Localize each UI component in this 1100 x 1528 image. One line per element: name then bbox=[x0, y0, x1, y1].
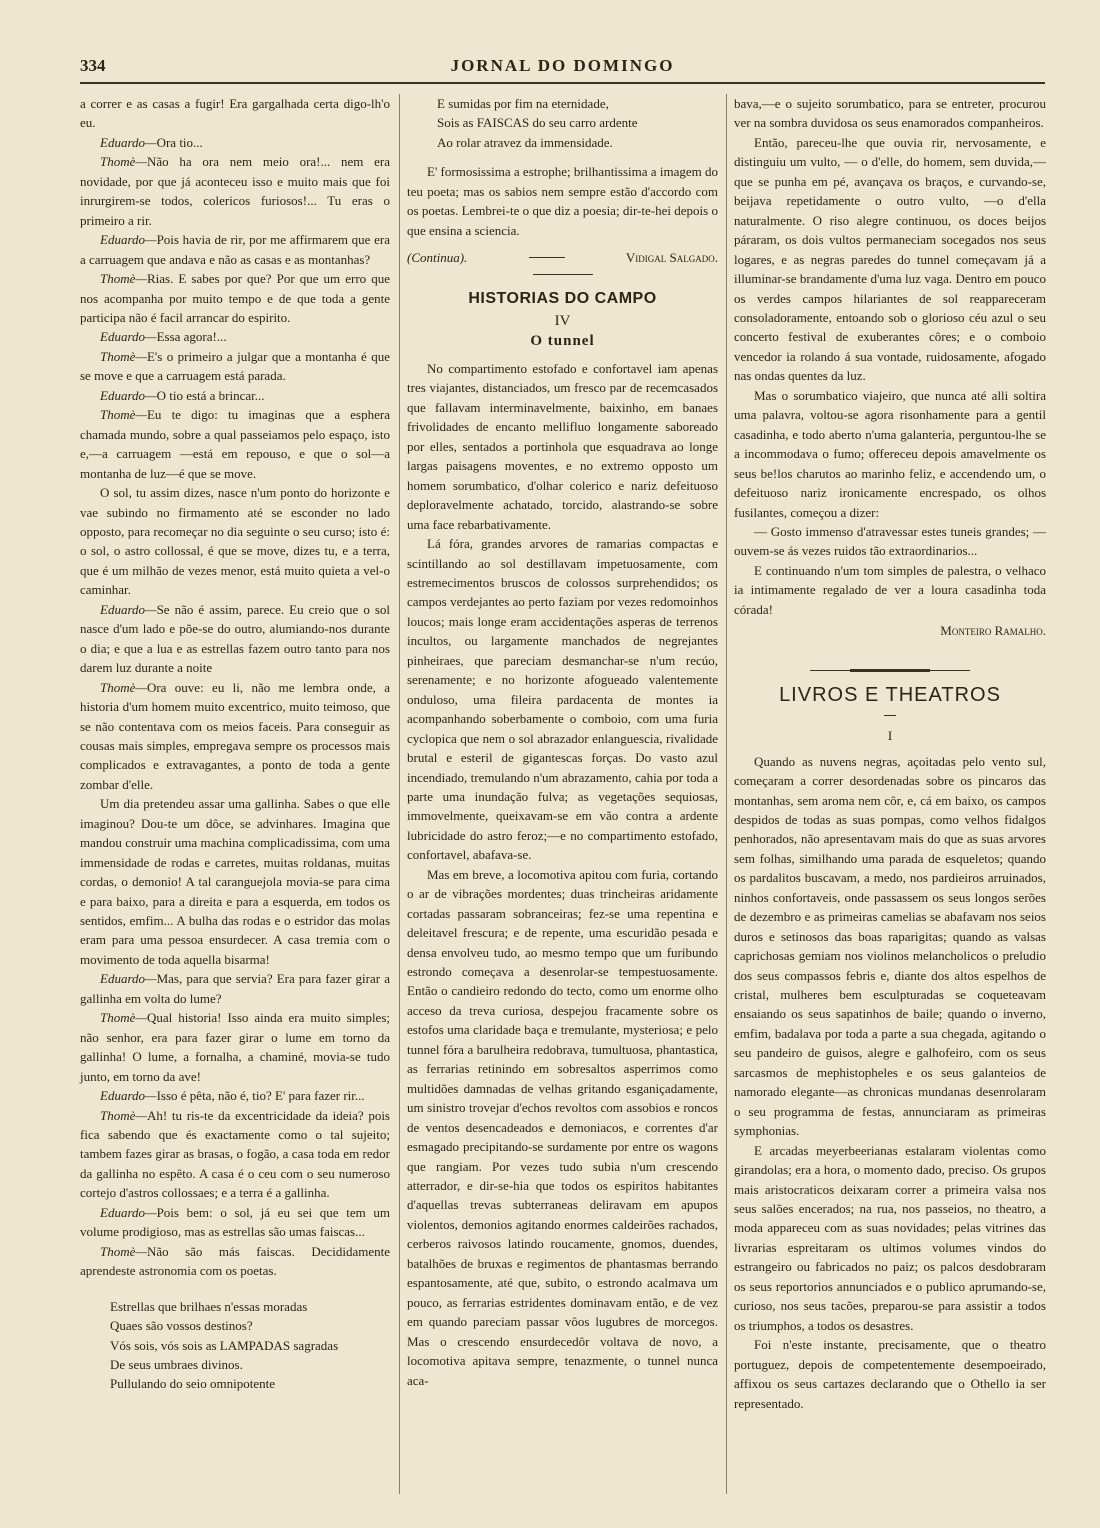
dialogue-text: E's o primeiro a julgar que a montanha é que se move e que a carruagem está parada. bbox=[80, 348, 390, 384]
dialogue-text: Rias. E sabes por que? Por que um erro que nos acompanha por muito tempo e de que toda a gente participa não é facil arrancar do espirito. bbox=[80, 271, 390, 325]
paragraph: E continuando n'um tom simples de palestra, o velhaco ia intimamente regalado de ver a loura casadinha toda córada! bbox=[734, 562, 1046, 617]
dialogue-text: Se não é assim, parece. Eu creio que o sol nasce d'um lado e põe-se do outro, alumiando-nos durante o dia; e que a lua e as estrellas fazem outro tanto para nos darem luz durante a noite bbox=[80, 601, 390, 676]
speaker: Thomè— bbox=[100, 271, 147, 287]
continua-note: (Continua). bbox=[407, 250, 468, 266]
speaker: Eduardo— bbox=[100, 232, 157, 248]
speaker: Eduardo— bbox=[100, 971, 157, 987]
poem-line: Ao rolar atravez da immensidade. bbox=[437, 134, 613, 150]
section-number: IV bbox=[554, 313, 571, 330]
dialogue-text: Ora ouve: eu li, não me lembra onde, a historia d'um homem muito excentrico, muito teimoso, que se não contentava com os meios faceis. Para conseguir as cousas mais simples, empregava sempre os processos mais complicados e extravagantes, a ponto de toda a gente zombar d'elle. bbox=[80, 679, 390, 792]
paragraph: bava,—e o sujeito sorumbatico, para se entreter, procurou ver na sombra duvidosa os seus enamorados companheiros. bbox=[734, 96, 1046, 131]
poem-stanza bbox=[407, 94, 718, 152]
paragraph: Então, pareceu-lhe que ouvia rir, nervosamente, e distinguiu um vulto, — o d'elle, do homem, sem duvida,—que se punha em pé, avançava os braços, e curvando-se, beijava repetidamente o outro vulto, —o d'ella naturalmente. O riso alegre continuou, os doces beijos páraram, os dois vultos permaneciam socegados nos seus logares, e as negras paredes do tunnel começavam já a illuminar-se brandamente d'uma luz vaga. Dentro em pouco os verdes campos hilariantes de sol reappareceram consoladoramente, entoando sob o glorioso céu azul o seu concerto festival de exuberantes côres; e o comboio vencedor ia rolando á sua vontade, ruidosamente, afogado nas ondas quentes da luz. bbox=[734, 134, 1046, 384]
speaker: Thomè— bbox=[100, 348, 147, 364]
poem-line: Quaes são vossos destinos? bbox=[110, 1318, 253, 1334]
speaker: Eduardo— bbox=[100, 1088, 157, 1104]
paragraph: Lá fóra, grandes arvores de ramarias compactas e scintillando ao sol destillavam impetuosamente, com estremecimentos bruscos de colossos surprehendidos; os campos verdejantes ao perto faziam por vezes redomoinhos loucos; mais longe eram accidentações asperas de terrenos incultos, ou largamente manchados de negrejantes pinheiraes, que pareciam desmanchar-se n'um recúo, serenamente; e no horizonte afogueado valentemente onduloso, uma fileira pardacenta de montes ia acompanhando soberbamente o comboio, com uma furia cyclopica que nem o sol abrazador enlanguescia, rivalidade brutal e esteril de gigantescas forças. Do vasto azul incendiado, tremulando n'um abrazamento, cahia por toda a parte uma inundação fulva; as vegetações sequiosas, immovelmente, queixavam-se em vão contra a ardente lubricidade do astro feroz;—e no compartimento estofado, confortavel, abafava-se. bbox=[407, 536, 718, 863]
speaker: Thomè— bbox=[100, 1010, 147, 1026]
dialogue-text: Não ha ora nem meio ora!... nem era novidade, por que já aconteceu isso e muito mais que foi inrurgirem-se todos, colericos furiosos!... Tu eras o primeiro a rir. bbox=[80, 154, 390, 228]
dialogue-line bbox=[80, 1008, 390, 1086]
poem-line: E sumidas por fim na eternidade, bbox=[437, 96, 609, 111]
dash-rule bbox=[884, 715, 896, 716]
dialogue-text: Mas, para que servia? Era para fazer girar a gallinha em volta do lume? bbox=[80, 971, 390, 1006]
paragraph: Foi n'este instante, precisamente, que o theatro portuguez, depois de competentemente desempoeirado, affixou os seus cartazes declarando que o Othello ia ser representado. bbox=[734, 1337, 1046, 1411]
author-signature: Monteiro Ramalho. bbox=[940, 623, 1046, 639]
paragraph: Quando as nuvens negras, açoitadas pelo vento sul, começaram a correr desordenadas sobre os pincaros das montanhas, sem aroma nem côr, e, cá em baixo, os campos despidos de todas as suas pompas, como velhos fidalgos penhorados, não apresentavam mais do que as suas arvores sem folhas, similhando uma parada de esqueletos; quando os pardalitos buscavam, a medo, nos pardieiros arruinados, ninhos confortaveis, onde passassem os seus longos serões de dezembro e as primeiras camelias se abafavam nos seios duros e setinosos das boas raparigitas; quando as valsas caprichosas gemiam nos violinos melancholicos o preludio dos seus compassos febris e, diante dos altos espelhos de cristal, mulheres bem esculpturadas se coqueteavam ensaiando os seus sapatinhos de baile; quando o inverno, emfim, badalava por toda a parte a sua chegada, agitando o seu pandeiro de guisos, alegre e galhofeiro, com os seus sarcasmos de mephistopheles e os seus galanteios de namorado elegante—as chronicas mundanas desenrolaram o seu programma de festas, annunciaram as primeiras symphonias. bbox=[734, 753, 1046, 1139]
paragraph: — Gosto immenso d'atravessar estes tuneis grandes; — ouvem-se ás vezes ruidos tão extraordinarios... bbox=[734, 523, 1046, 559]
paragraph: Mas em breve, a locomotiva apitou com furia, cortando o ar de vibrações mordentes; duas trincheiras aridamente cortadas passaram sobranceiras; fez-se uma repentina e deleitavel frescura; e de repente, uma escuridão pesada e densa envolveu tudo, ao mesmo tempo que um furibundo estrondo começava a desenrolar-se tempestuosamente. Então o candieiro redondo do tecto, como um enorme olho acceso da treva curiosa, despejou fracamente sobre os estofos uma claridade baça e tremulante, mysteriosa; e pelo tunnel fóra a barulheira redobrava, tumultuosa, phantastica, as ferrarias retinindo em sobresaltos asperrimos como multidões damnadas de velhas gritando esganiçadamente, um sinistro trovejar d'echos revoltos com assobios e roncos de ventos desencadeados e demoniacos, e correntes d'ar esmagado precipitando-se surdamente por entre os wagons que rangiam. Por vezes tudo subia n'um crescendo atterrador, e dir-se-hia que todos os espiritos habitantes d'aquellas trevas subterraneas deliravam em apupos violentos, demonios agitando enormes caldeirões rachados, cerberos raivosos latindo roucamente, gnomos, duendes, batalhões de bruxas e regimentos de phantasmas berrando espantosamente, até que, subito, o estrondo acalmava um pouco, as ferrarias estridentes dominavam então, e de vez em quando pareciam passar vôos lugubres de morcegos. Mas o crescendo ensurdecedôr voltava de novo, a locomotiva apitava sempre, tenazmente, o tunnel nunca aca- bbox=[407, 866, 718, 1388]
continua-row bbox=[407, 248, 718, 267]
rule-thick bbox=[850, 669, 930, 672]
paragraph: E' formosissima a estrophe; brilhantissima a imagem do teu poeta; mas os sabios nem sempre estão d'accordo com os poetas. Lembrei-te o que diz a poesia; dir-te-hei depois o que ensina a sciencia. bbox=[407, 164, 718, 238]
dialogue-line bbox=[80, 1203, 390, 1242]
poem-line: Vós sois, vós sois as LAMPADAS sagradas bbox=[110, 1337, 339, 1353]
speaker: Eduardo— bbox=[100, 329, 157, 345]
poem-line: Pullulando do seio omnipotente bbox=[110, 1376, 276, 1392]
paragraph: a correr e as casas a fugir! Era gargalhada certa digo-lh'o eu. bbox=[80, 96, 390, 131]
dialogue-line bbox=[80, 230, 390, 269]
speaker: Eduardo— bbox=[100, 387, 157, 403]
poem-line: Estrellas que brilhaes n'essas moradas bbox=[110, 1298, 308, 1314]
column-2 bbox=[407, 94, 718, 1390]
dialogue-line bbox=[80, 1242, 390, 1281]
page-number: 334 bbox=[80, 56, 106, 75]
dialogue-text: Eu te digo: tu imaginas que a esphera chamada mundo, sobre a qual passeiamos pelo espaço, isto e,—a carruagem —está em repouso, e que o sol—a montanha de luz—é que se move. bbox=[80, 407, 390, 481]
paragraph: O sol, tu assim dizes, nasce n'um ponto do horizonte e vae subindo no firmamento até se esconder no lado opposto, para recomeçar no dia seguinte o seu curso; isto é: o sol, o astro collossal, é que se move, dizes tu, e a terra, que é um milhão de vezes menor, está muito quieta a vel-o caminhar. bbox=[80, 485, 390, 598]
dialogue-line bbox=[80, 327, 390, 346]
dash-rule bbox=[529, 257, 565, 258]
speaker: Thomè— bbox=[100, 679, 147, 695]
column-divider bbox=[726, 94, 727, 1494]
speaker: Thomè— bbox=[100, 1243, 147, 1259]
paragraph: Mas o sorumbatico viajeiro, que nunca até alli soltira uma palavra, voltou-se agora risonhamente para a gentil casadinha, e todo aberto n'uma galanteria, perguntou-lhe se a incommodava o fumo; offereceu depois amavelmente os seus be!los charutos ao marinho feliz, e accendendo um, o defeituoso nariz ironicamente encrespado, os olhos fusilantes, começou a dizer: bbox=[734, 387, 1046, 520]
dialogue-text: Ora tio... bbox=[156, 134, 203, 150]
section-rule bbox=[533, 274, 593, 275]
dialogue-text: Não são más faiscas. Decididamente aprendeste astronomia com os poetas. bbox=[80, 1243, 390, 1279]
speaker: Thomè— bbox=[100, 1107, 147, 1123]
page-header bbox=[80, 52, 1045, 84]
dialogue-line bbox=[80, 347, 390, 386]
speaker: Eduardo— bbox=[100, 134, 157, 150]
dialogue-text: Qual historia! Isso ainda era muito simples; não senhor, era para fazer girar o lume em torno da gallinha! O lume, a fornalha, a chaminé, movia-se tudo junto, em torno da ave! bbox=[80, 1010, 390, 1084]
speaker: Eduardo— bbox=[100, 601, 157, 617]
author-signature: Vidigal Salgado. bbox=[625, 250, 718, 266]
journal-title: JORNAL DO DOMINGO bbox=[450, 56, 675, 75]
speaker: Thomè— bbox=[100, 407, 147, 423]
dialogue-line bbox=[80, 386, 390, 405]
section-rule bbox=[734, 669, 1046, 672]
dialogue-text: Isso é pêta, não é, tio? E' para fazer rir... bbox=[156, 1088, 365, 1104]
section-title: HISTORIAS DO CAMPO bbox=[468, 289, 657, 307]
dialogue-line bbox=[80, 969, 390, 1008]
dialogue-text: Essa agora!... bbox=[156, 329, 227, 345]
poem-stanza bbox=[80, 1297, 390, 1394]
section-number: I bbox=[887, 728, 893, 744]
dialogue-line bbox=[80, 269, 390, 327]
column-divider bbox=[399, 94, 400, 1494]
column-3 bbox=[734, 94, 1046, 1413]
dialogue-text: O tio está a brincar... bbox=[156, 387, 265, 403]
dialogue-text: Ah! tu ris-te da excentricidade da ideia? pois fica sabendo que és exactamente como o tal sujeito; tambem fazes girar as brasas, o fogão, a casa toda em redor da gallinha no espêto. A casa é o ceu com o seu numeroso cortejo d'astros collossaes; e a terra é a gallinha. bbox=[80, 1107, 390, 1201]
section-title: LIVROS E THEATROS bbox=[779, 683, 1001, 706]
poem-line: De seus umbraes divinos. bbox=[110, 1357, 243, 1372]
speaker: Eduardo— bbox=[100, 1204, 157, 1220]
rule-thin bbox=[930, 670, 970, 671]
dialogue-text: Pois havia de rir, por me affirmarem que era a carruagem que andava e não as casas e as montanhas? bbox=[80, 232, 390, 267]
column-1 bbox=[80, 94, 390, 1394]
dialogue-line bbox=[80, 405, 390, 483]
dialogue-line bbox=[80, 1106, 390, 1203]
paragraph: E arcadas meyerbeerianas estalaram violentas como girandolas; era a hora, o momento dado, preciso. Os grupos mais aristocraticos deixaram correr a primeira valsa nos seus salões encerados; na rua, nos passeios, no theatro, a moda appareceu com as suas novidades; pelas vitrines das livrarias espreitaram os ultimos volumes vindos do estrangeiro ou fabricados no paiz; os palcos desdobraram os seus reportorios annunciados e o publico aprumando-se, curioso, nos seus tacões, preparou-se para assistir a todos os triumphos, a todos os desastres. bbox=[734, 1142, 1046, 1333]
paragraph: No compartimento estofado e confortavel iam apenas tres viajantes, distanciados, um fresco par de recemcasados que fallavam interminavelmente, baixinho, em banaes frivolidades de encanto mellifluo longamente saboreado por elles, sentados a portinhola que esquadrava ao longe largas paisagens moventes, e no extremo opposto um homem sorumbatico, d'olhar colerico e nariz defeituoso deploravelmente achatado, torcido, alastrando-se sobre uma face rebarbativamente. bbox=[407, 360, 718, 532]
dialogue-line bbox=[80, 678, 390, 795]
section-subtitle: O tunnel bbox=[530, 332, 595, 349]
poem-line: Sois as FAISCAS do seu carro ardente bbox=[437, 115, 638, 131]
speaker: Thomè— bbox=[100, 154, 147, 170]
dialogue-line bbox=[80, 133, 390, 152]
dialogue-line bbox=[80, 152, 390, 230]
paragraph: Um dia pretendeu assar uma gallinha. Sabes o que elle imaginou? Dou-te um dôce, se advinhares. Imagina que mandou construir uma machina complicadissima, com uma immensidade de rodas e carretes, muitas roldanas, muitas cordas, o demonio! A tal caranguejola movia-se para cima e para baixo, para a direita e para a esquerda, em todos os sentidos, emfim... A bulha das rodas e o estridor das molas eram para uma pessoa ensurdecer. A casa tremia com o movimento de toda aquella bisarma! bbox=[80, 796, 390, 967]
dialogue-text: Pois bem: o sol, já eu sei que tem um volume prodigioso, mas as estrellas são umas faiscas... bbox=[80, 1204, 390, 1240]
dialogue-line bbox=[80, 600, 390, 678]
dialogue-line bbox=[80, 1086, 390, 1105]
rule-thin bbox=[810, 670, 850, 671]
